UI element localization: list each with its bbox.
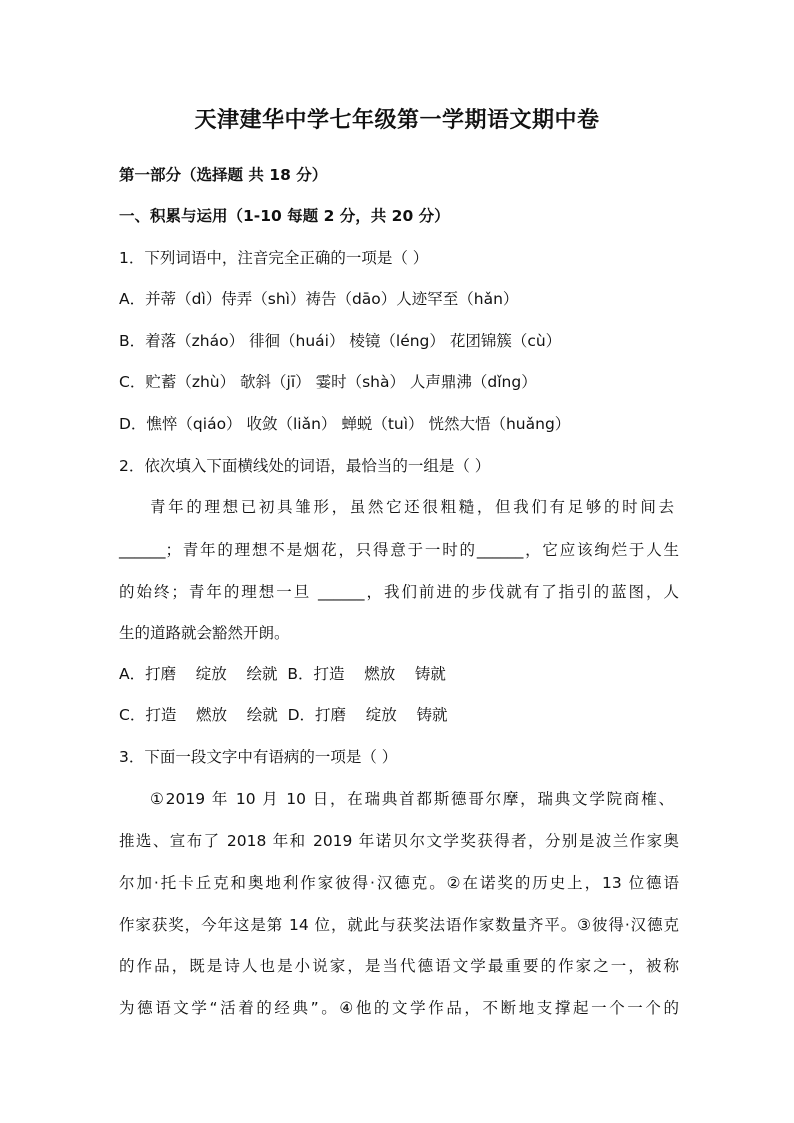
- question-1-option-a: A．并蒂（dì）侍弄（shì）祷告（dāo）人迹罕至（hǎn）: [119, 290, 519, 308]
- question-1-stem: 1．下列词语中，注音完全正确的一项是（ ）: [119, 249, 429, 267]
- question-2-passage-line: ______；青年的理想不是烟花，只得意于一时的______，它应该绚烂于人生: [119, 541, 679, 559]
- question-2-options-row: C．打造 燃放 绘就 D．打磨 绽放 铸就: [119, 706, 448, 724]
- question-1-option-d: D．憔悴（qiáo） 收敛（liǎn） 蝉蜕（tuì） 恍然大悟（huǎng）: [119, 415, 571, 433]
- part-heading: 第一部分（选择题 共 18 分）: [119, 166, 328, 184]
- question-2-options-row: A．打磨 绽放 绘就 B．打造 燃放 铸就: [119, 665, 446, 683]
- question-2-passage-line: 青年的理想已初具雏形，虽然它还很粗糙，但我们有足够的时间去: [150, 498, 674, 516]
- question-2-passage-line: 的始终；青年的理想一旦 ______，我们前进的步伐就有了指引的蓝图，人: [119, 583, 679, 601]
- question-3-passage-line: 推选、宣布了 2018 年和 2019 年诺贝尔文学奖获得者，分别是波兰作家奥: [119, 832, 679, 850]
- question-2-passage-line: 生的道路就会豁然开朗。: [119, 624, 290, 642]
- section-heading: 一、积累与运用（1-10 每题 2 分，共 20 分）: [119, 207, 450, 225]
- question-3-passage-line: 为德语文学“活着的经典”。④他的文学作品，不断地支撑起一个一个的: [119, 999, 679, 1017]
- question-3-passage-line: 作家获奖，今年这是第 14 位，就此与获奖法语作家数量齐平。③彼得·汉德克: [119, 916, 679, 934]
- question-1-option-c: C．贮蓄（zhù） 欹斜（jī） 霎时（shà） 人声鼎沸（dǐng）: [119, 373, 537, 391]
- question-3-passage-line: 的作品，既是诗人也是小说家，是当代德语文学最重要的作家之一，被称: [119, 957, 679, 975]
- document-title: 天津建华中学七年级第一学期语文期中卷: [194, 108, 600, 133]
- question-3-passage-line: ①2019 年 10 月 10 日，在瑞典首都斯德哥尔摩，瑞典文学院商榷、: [150, 790, 674, 808]
- question-3-stem: 3．下面一段文字中有语病的一项是（ ）: [119, 748, 398, 766]
- question-2-stem: 2．依次填入下面横线处的词语，最恰当的一组是（ ）: [119, 457, 491, 475]
- question-3-passage-line: 尔加·托卡丘克和奥地利作家彼得·汉德克。②在诺奖的历史上，13 位德语: [119, 874, 679, 892]
- question-1-option-b: B．着落（zháo） 徘徊（huái） 棱镜（léng） 花团锦簇（cù）: [119, 332, 562, 350]
